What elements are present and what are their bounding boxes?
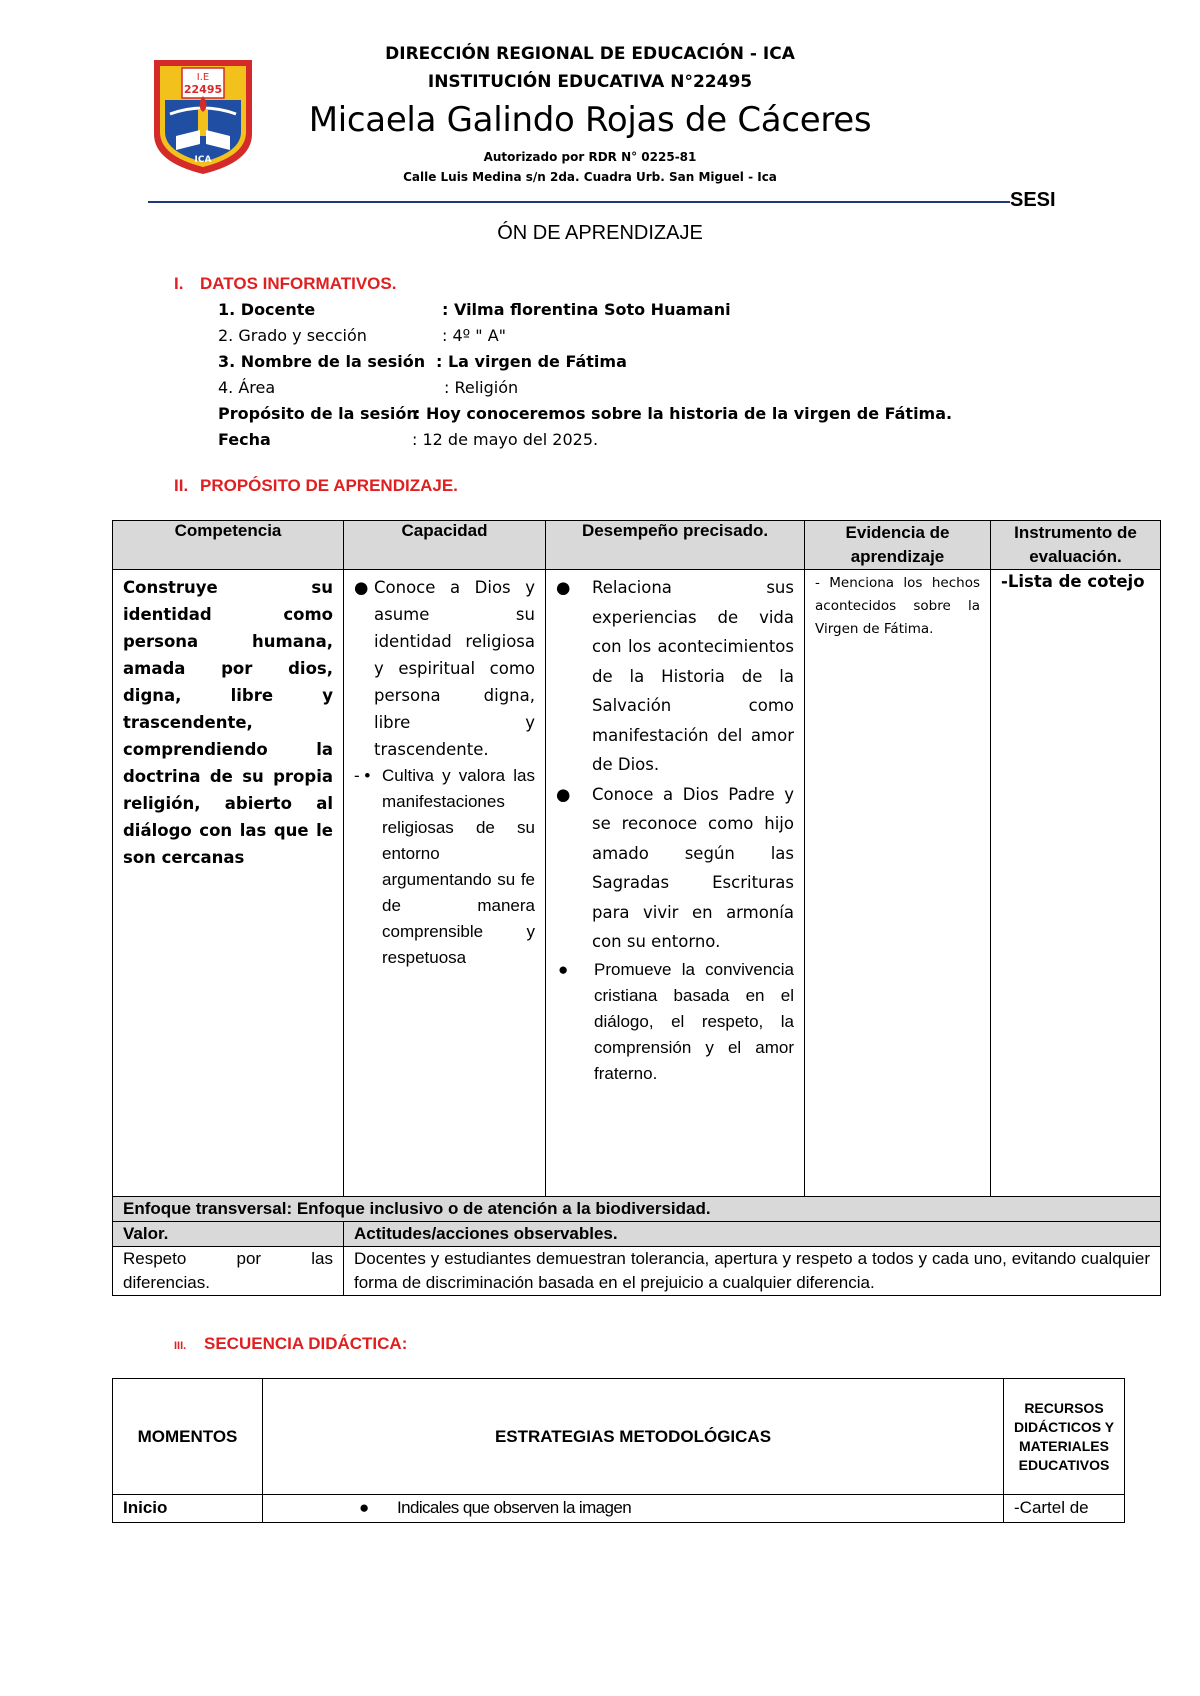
section-3-number: III. [174,1340,187,1352]
info-value: : Religión [444,378,519,397]
section-1-title [174,274,396,294]
logo-ica-text: ICA [194,155,212,165]
title-fragment-sesi: SESI [1010,189,1056,211]
desempeno-3-text: Promueve la convivencia cristiana basada en el diálogo, el respeto, la comprensión y el amor fraterno. [594,959,794,1083]
actitudes-text: Docentes y estudiantes demuestran tolerancia, apertura y respeto a todos y cada uno, evitando cualquier forma de discriminación basada en el prejuicio a cualquier diferencia. [344,1247,1161,1296]
info-label: Propósito de la sesión [218,404,418,423]
header-desempeno: Desempeño precisado. [546,521,805,570]
instrumento-text: -Lista de cotejo [1001,572,1145,591]
section-2-number: II. [174,476,189,495]
cell-competencia [113,570,344,1197]
document-title: ÓN DE APRENDIZAJE [497,222,703,244]
header-actitudes: Actitudes/acciones observables. [344,1222,1161,1247]
section-2-title [174,476,458,496]
section-3-label: SECUENCIA DIDÁCTICA: [204,1334,408,1353]
bullet-icon: ● [556,578,571,597]
header-competencia: Competencia [113,521,344,570]
header-recursos: RECURSOS DIDÁCTICOS Y MATERIALES EDUCATIVOS [1004,1379,1125,1495]
header-evidencia: Evidencia de aprendizaje [805,521,991,570]
desempeno-item [556,573,794,780]
section-3-title [174,1334,407,1354]
section-1-label: DATOS INFORMATIVOS. [200,274,397,293]
desempeno-2-label: Conoce a Dios Padre y se reconoce como hijo amado según las Sagradas Escrituras para vivir en armonía con su entorno. [592,784,794,951]
info-value: : 4º " A" [442,326,507,345]
info-label: 2. Grado y sección [218,326,367,345]
bullet-icon: ● [556,784,571,804]
info-label: 1. Docente [218,300,316,319]
bullet-icon: ● [354,578,369,597]
cell-evidencia [805,570,991,1197]
evidencia-text: - Menciona los hechos acontecidos sobre la Virgen de Fátima. [815,575,980,637]
capacidad-1-text: Conoce a Dios y asume su identidad religiosa y espiritual como persona digna, libre y trascendente. [374,578,535,759]
valor-text: Respeto por las diferencias. [113,1247,344,1296]
cell-instrumento [991,570,1161,1197]
capacidad-2-text: Cultiva y valora las manifestaciones religiosas de su entorno argumentando su fe de manera comprensible y respetuosa [382,766,535,967]
moment-inicio: Inicio [113,1495,263,1523]
enfoque-transversal: Enfoque transversal: Enfoque inclusivo o de atención a la biodiversidad. [113,1197,1161,1222]
competencia-text: Construye su identidad como persona humana, amada por dios, digna, libre y trascendente, comprendiendo la doctrina de su propia religión, abierto al diálogo con las que le son cercanas [123,578,333,867]
info-value: : 12 de mayo del 2025. [412,430,599,449]
header-valor: Valor. [113,1222,344,1247]
desempeno-item [556,957,794,1087]
info-label: 4. Área [218,378,276,397]
desempeno-item [556,780,794,957]
capacidad-item [344,570,545,763]
secuencia-table [112,1378,1125,1523]
logo-number-text: 22495 [183,83,223,96]
info-value: : La virgen de Fátima [436,352,627,371]
header-estrategias: ESTRATEGIAS METODOLÓGICAS [263,1379,1004,1495]
cell-capacidad [344,570,546,1197]
bullet-icon: - • [354,766,371,785]
cell-desempeno [546,570,805,1197]
resource-text: -Cartel de [1004,1495,1125,1523]
strategy-item [263,1495,1004,1523]
header-address: Calle Luis Medina s/n 2da. Cuadra Urb. San Miguel - Ica [403,170,777,184]
header-institucion: INSTITUCIÓN EDUCATIVA N°22495 [427,72,753,92]
info-label: 3. Nombre de la sesión [218,352,426,371]
proposito-table [112,520,1161,1296]
header-authorization: Autorizado por RDR N° 0225-81 [483,150,697,164]
school-name: Micaela Galindo Rojas de Cáceres [308,100,872,140]
capacidad-item [344,763,545,971]
desempeno-1-text [556,573,794,780]
school-logo [148,56,258,176]
header-momentos: MOMENTOS [113,1379,263,1495]
section-1-number: I. [174,274,184,293]
header-divider [148,201,1010,203]
bullet-icon: ● [558,959,569,979]
logo-ie-text: I.E [196,72,210,83]
header-direccion: DIRECCIÓN REGIONAL DE EDUCACIÓN - ICA [385,44,795,64]
info-value: : Vilma florentina Soto Huamani [442,300,731,319]
desempeno-1-label: Relaciona sus experiencias de vida con los acontecimientos de la Historia de la Salvación como manifestación del amor de Dios. [592,578,794,774]
header-instrumento: Instrumento de evaluación. [991,521,1161,570]
info-label: Fecha [218,430,271,449]
bullet-icon: ● [359,1498,369,1517]
desempeno-2-text [556,780,794,957]
header-capacidad: Capacidad [344,521,546,570]
strategy-text: Indicales que observen la imagen [397,1498,632,1517]
section-2-label: PROPÓSITO DE APRENDIZAJE. [200,476,458,495]
info-value: : Hoy conoceremos sobre la historia de la virgen de Fátima. [414,404,953,423]
